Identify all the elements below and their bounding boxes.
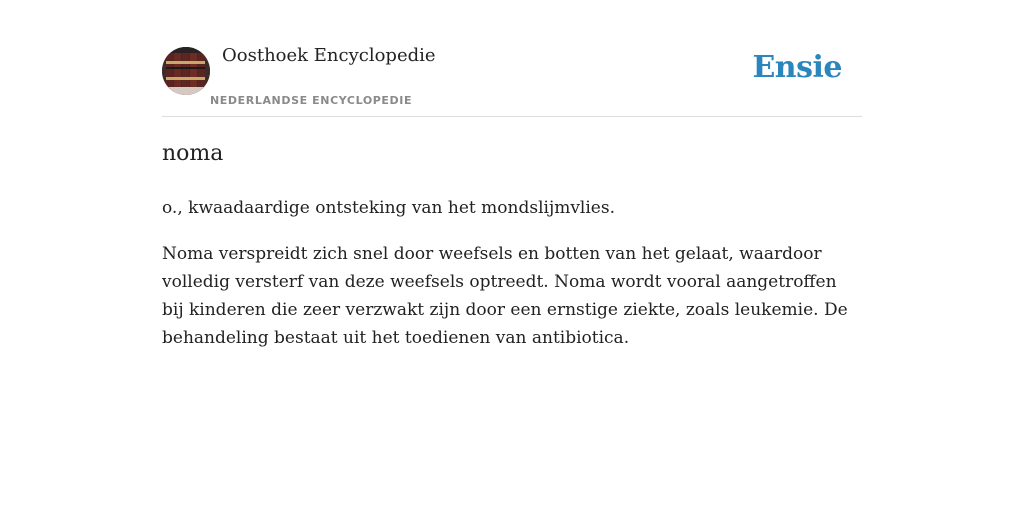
entry-body: Noma verspreidt zich snel door weefsels en botten van het gelaat, waardoor volledig versterf van deze weefsels optreedt. Noma wordt vooral aangetroffen bij kinderen die zeer verzwakt zijn door een ernstige ziekte, zoals leukemie. De behandeling bestaat uit het toedienen van antibiotica. <box>162 244 848 348</box>
site-subtitle: NEDERLANDSE ENCYCLOPEDIE <box>210 94 413 107</box>
site-header <box>162 0 862 117</box>
brand-logo[interactable]: Ensie <box>752 50 842 85</box>
entry-definition: o., kwaadaardige ontsteking van het mondslijmvlies. <box>162 198 615 218</box>
site-title[interactable]: Oosthoek Encyclopedie <box>222 45 436 66</box>
encyclopedia-books-icon[interactable] <box>162 47 210 95</box>
entry-title: noma <box>162 141 224 166</box>
page-container <box>162 0 862 352</box>
